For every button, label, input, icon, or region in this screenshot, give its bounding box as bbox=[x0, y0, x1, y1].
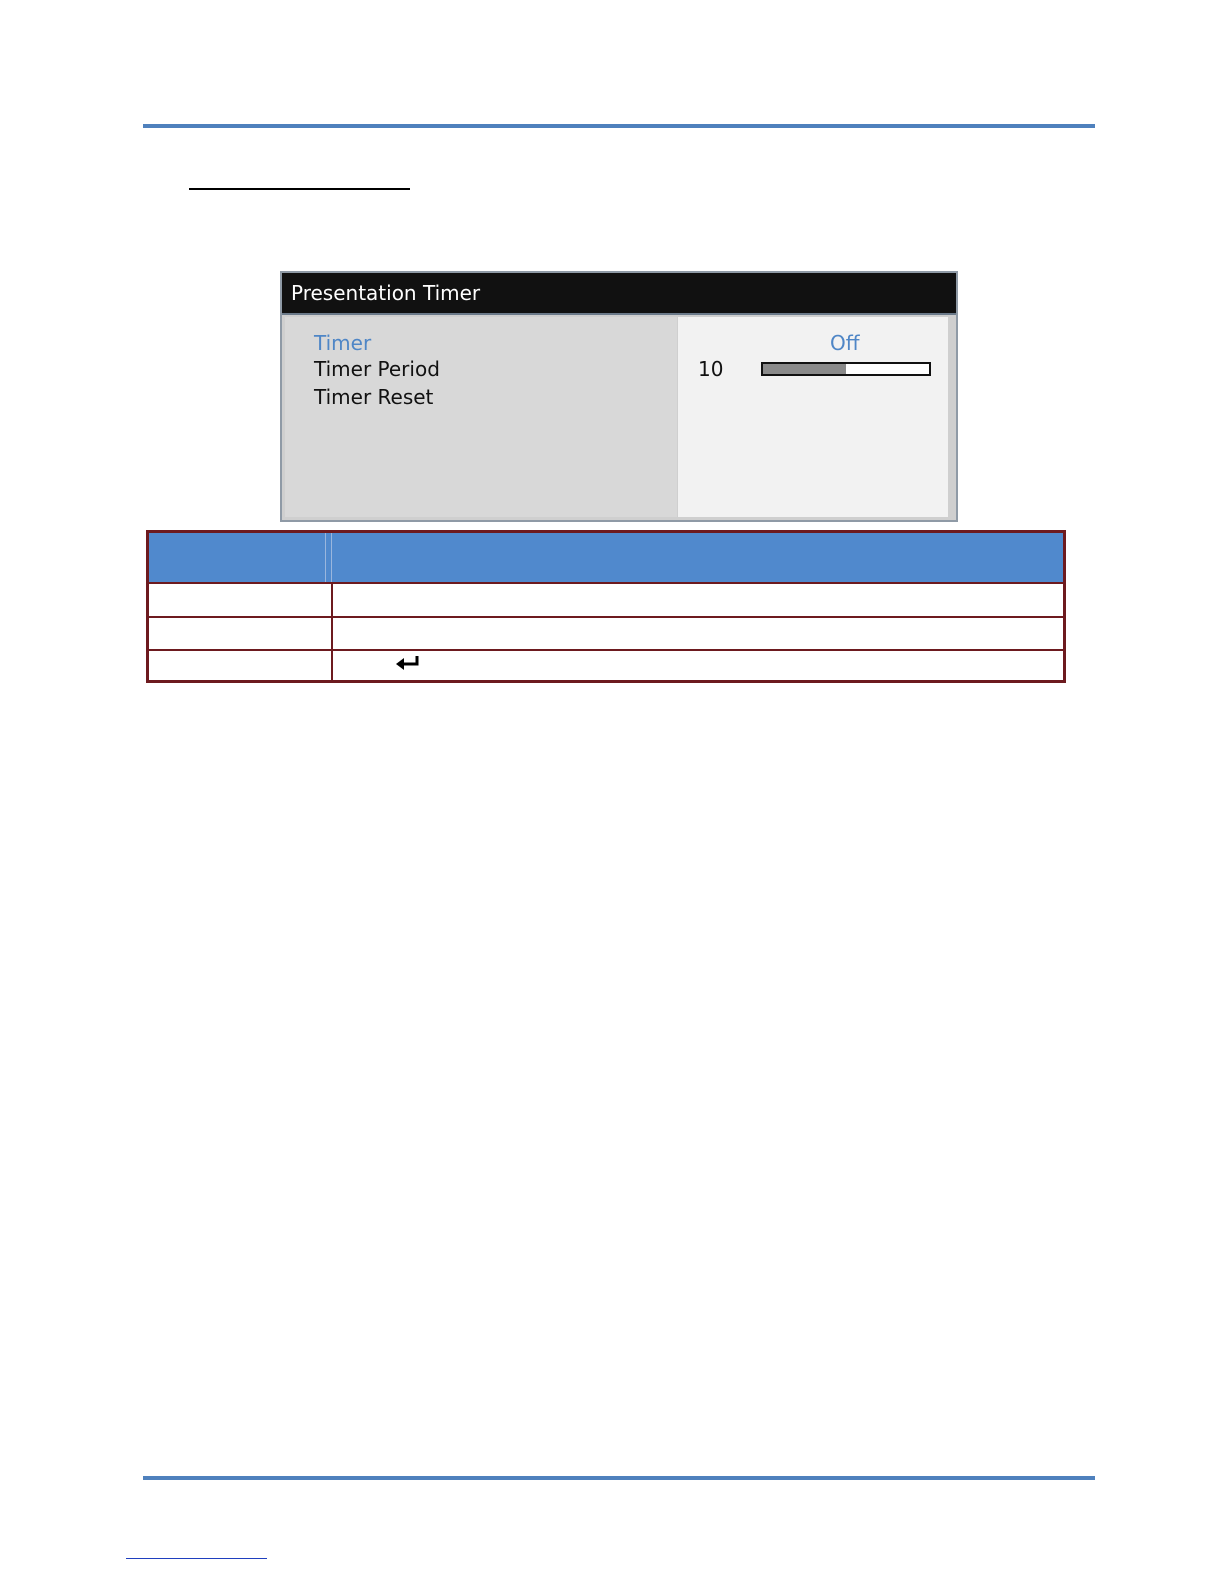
timer-period-slider-fill bbox=[763, 364, 846, 374]
table-header-row bbox=[149, 533, 1063, 584]
table-header-divider bbox=[325, 533, 332, 582]
menu-item-timer-period[interactable]: Timer Period bbox=[314, 357, 440, 381]
menu-values-panel bbox=[678, 317, 948, 517]
footer-rule bbox=[143, 1476, 1095, 1480]
timer-period-slider[interactable] bbox=[761, 362, 931, 376]
table-column-divider bbox=[331, 582, 333, 680]
section-heading-underline bbox=[189, 188, 410, 190]
enter-icon bbox=[395, 655, 421, 671]
header-rule bbox=[143, 124, 1095, 128]
timer-value[interactable]: Off bbox=[830, 331, 860, 355]
menu-items-panel bbox=[285, 317, 677, 517]
menu-title: Presentation Timer bbox=[282, 273, 956, 315]
presentation-timer-menu bbox=[280, 271, 958, 522]
footer-link-underline[interactable] bbox=[126, 1558, 267, 1559]
table-row-divider bbox=[149, 649, 1063, 651]
timer-period-value: 10 bbox=[698, 357, 724, 381]
table-row-divider bbox=[149, 616, 1063, 618]
menu-item-timer[interactable]: Timer bbox=[314, 331, 372, 355]
description-table bbox=[146, 530, 1066, 683]
menu-item-timer-reset[interactable]: Timer Reset bbox=[314, 385, 434, 409]
